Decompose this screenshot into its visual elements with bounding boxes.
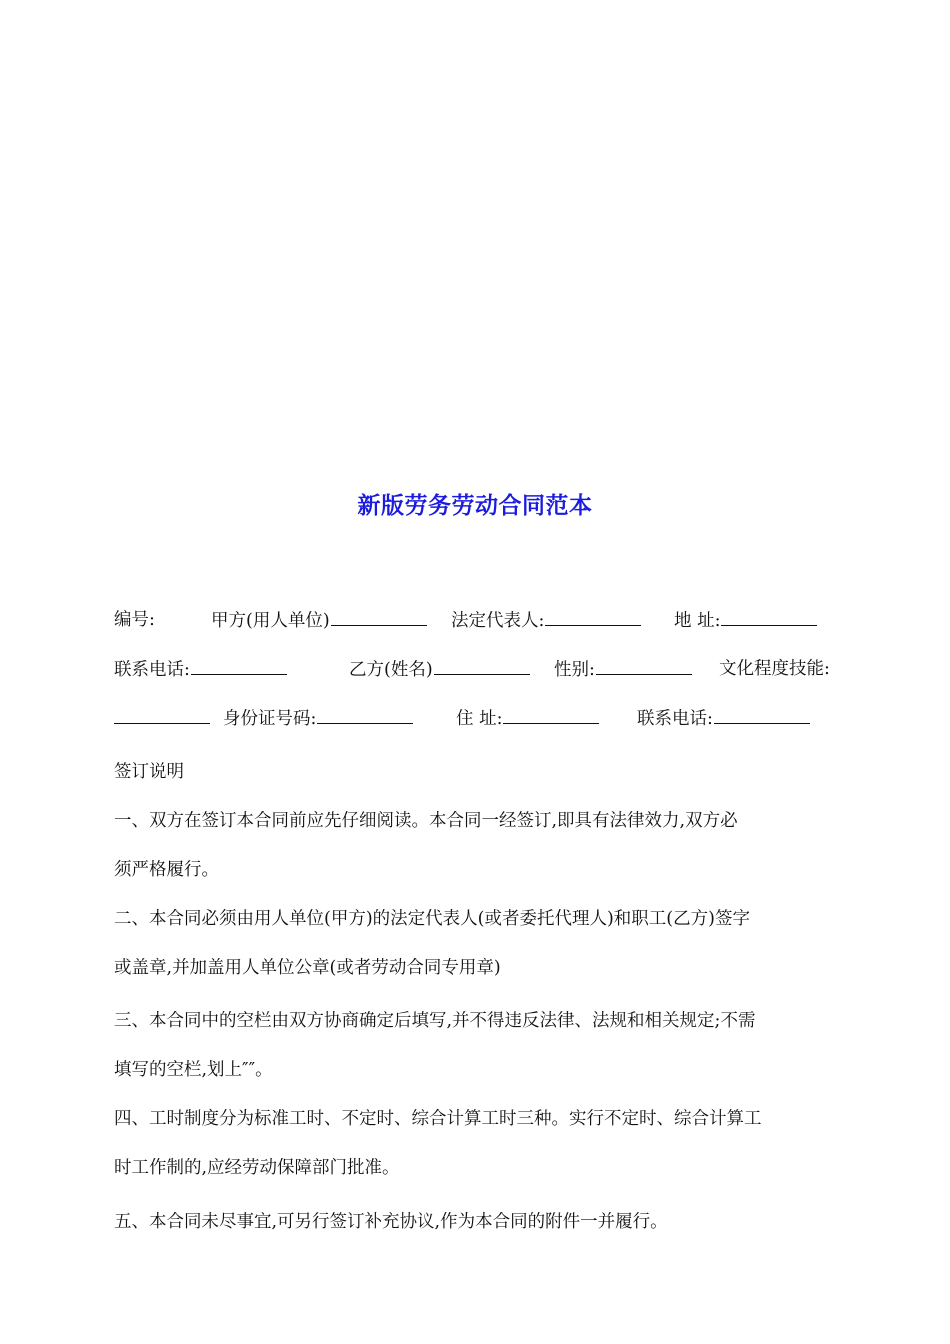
education-blank[interactable] — [114, 706, 210, 724]
section-heading: 签订说明 — [114, 762, 184, 782]
phone2-blank[interactable] — [714, 706, 810, 724]
phone2-field — [637, 706, 810, 731]
paragraph-line-9: 五、本合同未尽事宜,可另行签订补充协议,作为本合同的附件一并履行。 — [114, 1212, 668, 1232]
gender-blank[interactable] — [596, 657, 692, 675]
party-b-field — [349, 657, 530, 682]
document-title: 新版劳务劳动合同范本 — [357, 492, 593, 519]
paragraph-line-8: 时工作制的,应经劳动保障部门批准。 — [114, 1158, 400, 1178]
paragraph-line-5: 三、本合同中的空栏由双方协商确定后填写,并不得违反法律、法规和相关规定;不需 — [114, 1011, 756, 1031]
gender-label: 性别: — [554, 660, 595, 680]
phone2-label: 联系电话: — [637, 709, 713, 729]
address-label: 地 址: — [674, 611, 721, 631]
number-label: 编号: — [114, 610, 155, 630]
id-label: 身份证号码: — [223, 709, 317, 729]
phone-field — [114, 657, 287, 682]
paragraph-line-7: 四、工时制度分为标准工时、不定时、综合计算工时三种。实行不定时、综合计算工 — [114, 1109, 762, 1129]
party-a-field — [211, 608, 427, 633]
phone-blank[interactable] — [191, 657, 287, 675]
education-blank-field — [114, 706, 210, 731]
id-blank[interactable] — [317, 706, 413, 724]
paragraph-line-2: 须严格履行。 — [114, 860, 219, 880]
id-field — [223, 706, 413, 731]
address-field — [674, 608, 817, 633]
paragraph-line-1: 一、双方在签订本合同前应先仔细阅读。本合同一经签订,即具有法律效力,双方必 — [114, 811, 738, 831]
education-label: 文化程度技能: — [719, 659, 830, 679]
party-b-blank[interactable] — [434, 657, 530, 675]
paragraph-line-4: 或盖章,并加盖用人单位公章(或者劳动合同专用章) — [114, 958, 501, 978]
residence-label: 住 址: — [456, 709, 503, 729]
party-a-label: 甲方(用人单位) — [211, 611, 330, 631]
phone-label: 联系电话: — [114, 660, 190, 680]
legal-rep-label: 法定代表人: — [451, 611, 545, 631]
residence-blank[interactable] — [503, 706, 599, 724]
party-b-label: 乙方(姓名) — [349, 660, 433, 680]
legal-rep-blank[interactable] — [545, 608, 641, 626]
legal-rep-field — [451, 608, 641, 633]
paragraph-line-6: 填写的空栏,划上″″。 — [114, 1060, 273, 1080]
residence-field — [456, 706, 599, 731]
gender-field — [554, 657, 692, 682]
party-a-blank[interactable] — [331, 608, 427, 626]
address-blank[interactable] — [721, 608, 817, 626]
paragraph-line-3: 二、本合同必须由用人单位(甲方)的法定代表人(或者委托代理人)和职工(乙方)签字 — [114, 909, 750, 929]
